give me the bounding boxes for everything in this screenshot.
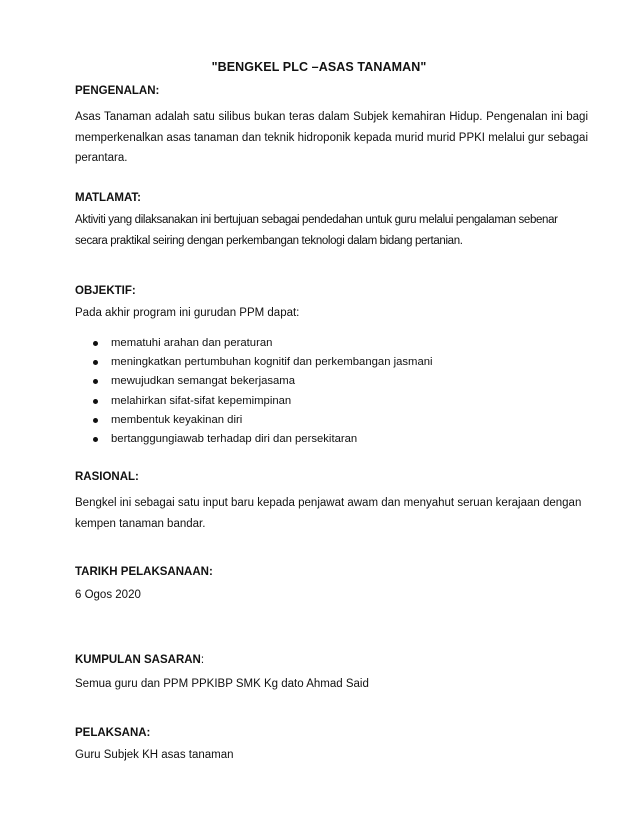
heading-pengenalan: PENGENALAN: [75, 85, 160, 97]
bullet-icon [93, 437, 98, 442]
list-item [75, 334, 433, 353]
list-item [75, 411, 433, 430]
paragraph-matlamat: Aktiviti yang dilaksanakan ini bertujuan sebagai pendedahan untuk guru melalui pengalaman sebenar secara praktikal seiring dengan perkembangan teknologi dalam bidang pertanian. [75, 214, 558, 247]
paragraph-kumpulan-sasaran: Semua guru dan PPM PPKIBP SMK Kg dato Ahmad Said [75, 678, 369, 690]
heading-tarikh-pelaksanaan: TARIKH PELAKSANAAN: [75, 566, 213, 578]
heading-objektif: OBJEKTIF: [75, 285, 136, 297]
list-item-text: mematuhi arahan dan peraturan [111, 337, 273, 349]
heading-pelaksana: PELAKSANA: [75, 727, 151, 739]
paragraph-pelaksana: Guru Subjek KH asas tanaman [75, 749, 234, 761]
bullet-icon [93, 379, 98, 384]
bullet-icon [93, 418, 98, 423]
heading-kumpulan-sasaran-colon: : [200, 654, 205, 666]
paragraph-objektif-intro: Pada akhir program ini gurudan PPM dapat: [75, 307, 300, 319]
objektif-list [75, 334, 433, 449]
bullet-icon [93, 399, 98, 404]
heading-kumpulan-sasaran-text: KUMPULAN SASARAN [75, 654, 201, 666]
list-item [75, 430, 433, 449]
bullet-icon [93, 360, 98, 365]
bullet-icon [93, 341, 98, 346]
paragraph-tarikh-pelaksanaan: 6 Ogos 2020 [75, 589, 141, 601]
list-item [75, 353, 433, 372]
list-item-text: mewujudkan semangat bekerjasama [111, 375, 295, 388]
heading-matlamat: MATLAMAT: [75, 192, 141, 204]
list-item-text: bertanggungiawab terhadap diri dan persekitaran [111, 432, 358, 445]
list-item [75, 392, 433, 411]
paragraph-rasional: Bengkel ini sebagai satu input baru kepada penjawat awam dan menyahut seruan kerajaan dengan kempen tanaman bandar. [75, 497, 582, 530]
list-item-text: meningkatkan pertumbuhan kognitif dan perkembangan jasmani [111, 356, 433, 369]
heading-kumpulan-sasaran [75, 654, 204, 666]
list-item [75, 372, 433, 391]
list-item-text: membentuk keyakinan diri [111, 413, 243, 426]
list-item-text: melahirkan sifat-sifat kepemimpinan [111, 394, 292, 407]
heading-rasional: RASIONAL: [75, 471, 139, 483]
document-title: "BENGKEL PLC –ASAS TANAMAN" [211, 60, 427, 74]
paragraph-pengenalan: Asas Tanaman adalah satu silibus bukan teras dalam Subjek kemahiran Hidup. Pengenalan ini bagi memperkenalkan asas tanaman dan teknik hidroponik kepada murid murid PPKI melalui gur sebagai perantara. [75, 111, 588, 164]
